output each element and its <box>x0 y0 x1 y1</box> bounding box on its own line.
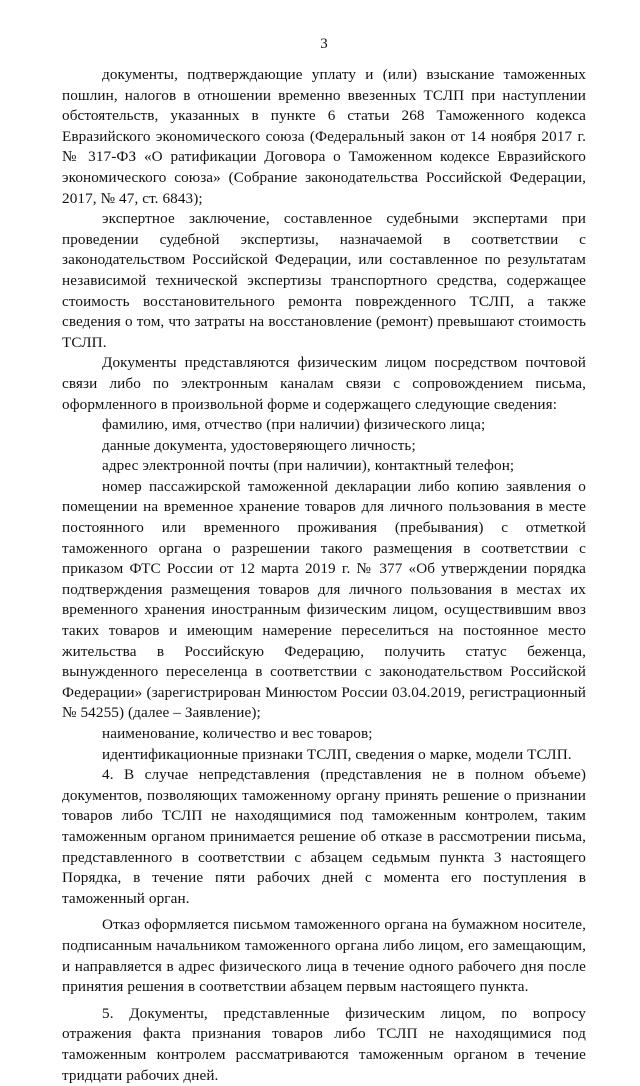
paragraph-section-4: 4. В случае непредставления (представления не в полном объеме) документов, позволяющих таможенному органу принять решение о признании товаров либо ТСЛП не находящимися под таможенным контролем, таким таможенным органом принимается решение об отказе в рассмотрении письма, представленного в соответствии с абзацем седьмым пункта 3 настоящего Порядка, в течение пяти рабочих дней с момента его поступления в таможенный орган. <box>62 766 586 907</box>
list-item-identity-document: данные документа, удостоверяющего личность; <box>102 436 416 454</box>
paragraph-payment-documents: документы, подтверждающие уплату и (или) взыскание таможенных пошлин, налогов в отношении временно ввезенных ТСЛП при наступлении обстоятельств, указанных в пункте 6 статьи 268 Таможенного кодекса Евразийского экономического союза (Федеральный закон от 14 ноября 2017 г. № 317-ФЗ «О ратификации Договора о Таможенном кодексе Евразийского экономического союза» (Собрание законодательства Российской Федерации, 2017, № 47, ст. 6843); <box>62 66 586 207</box>
list-item-customs-declaration: номер пассажирской таможенной декларации либо копию заявления о помещении на временное хранение товаров для личного пользования в месте постоянного или временного проживания (пребывания) с отметкой таможенного органа о разрешении такого размещения в соответствии с приказом ФТС России от 12 марта 2019 г. № 377 «Об утверждении порядка подтверждения размещения товаров для личного пользования в местах их временного хранения иностранным физическим лицом, осуществившим ввоз таких товаров и имеющим намерение переселиться на постоянное место жительства в Российскую Федерацию, получить статус беженца, вынужденного переселенца в соответствии с законодательством Российской Федерации» (зарегистрирован Минюстом России 03.04.2019, регистрационный № 54255) (далее – Заявление); <box>62 477 586 722</box>
list-item-goods-description: наименование, количество и вес товаров; <box>102 725 373 742</box>
paragraph-section-5: 5. Документы, представленные физическим лицом, по вопросу отражения факта признания товаров либо ТСЛП не находящимися под таможенным контролем рассматриваются таможенным органом в течение тридцати рабочих дней. <box>62 1004 586 1084</box>
page-number: 3 <box>320 36 328 52</box>
list-item-contact-info: адрес электронной почты (при наличии), контактный телефон; <box>102 457 515 475</box>
list-item-full-name: фамилию, имя, отчество (при наличии) физического лица; <box>102 416 486 434</box>
paragraph-documents-submission: Документы представляются физическим лицом посредством почтовой связи либо по электронным каналам связи с сопровождением письма, оформленного в произвольной форме и содержащего следующие сведения: <box>62 354 586 413</box>
paragraph-refusal: Отказ оформляется письмом таможенного органа на бумажном носителе, подписанным начальником таможенного органа либо лицом, его замещающим, и направляется в адрес физического лица в течение одного рабочего дня после принятия решения в соответствии абзацем первым настоящего пункта. <box>62 916 586 996</box>
list-item-vehicle-identification: идентификационные признаки ТСЛП, сведения о марке, модели ТСЛП. <box>102 745 572 763</box>
paragraph-expert-conclusion: экспертное заключение, составленное судебными экспертами при проведении судебной экспертизы, назначаемой в соответствии с законодательством Российской Федерации, или составленное по результатам независимой технической экспертизы транспортного средства, содержащее стоимость восстановительного ремонта поврежденного ТСЛП, а также сведения о том, что затраты на восстановление (ремонт) превышают стоимость ТСЛП. <box>62 210 586 351</box>
